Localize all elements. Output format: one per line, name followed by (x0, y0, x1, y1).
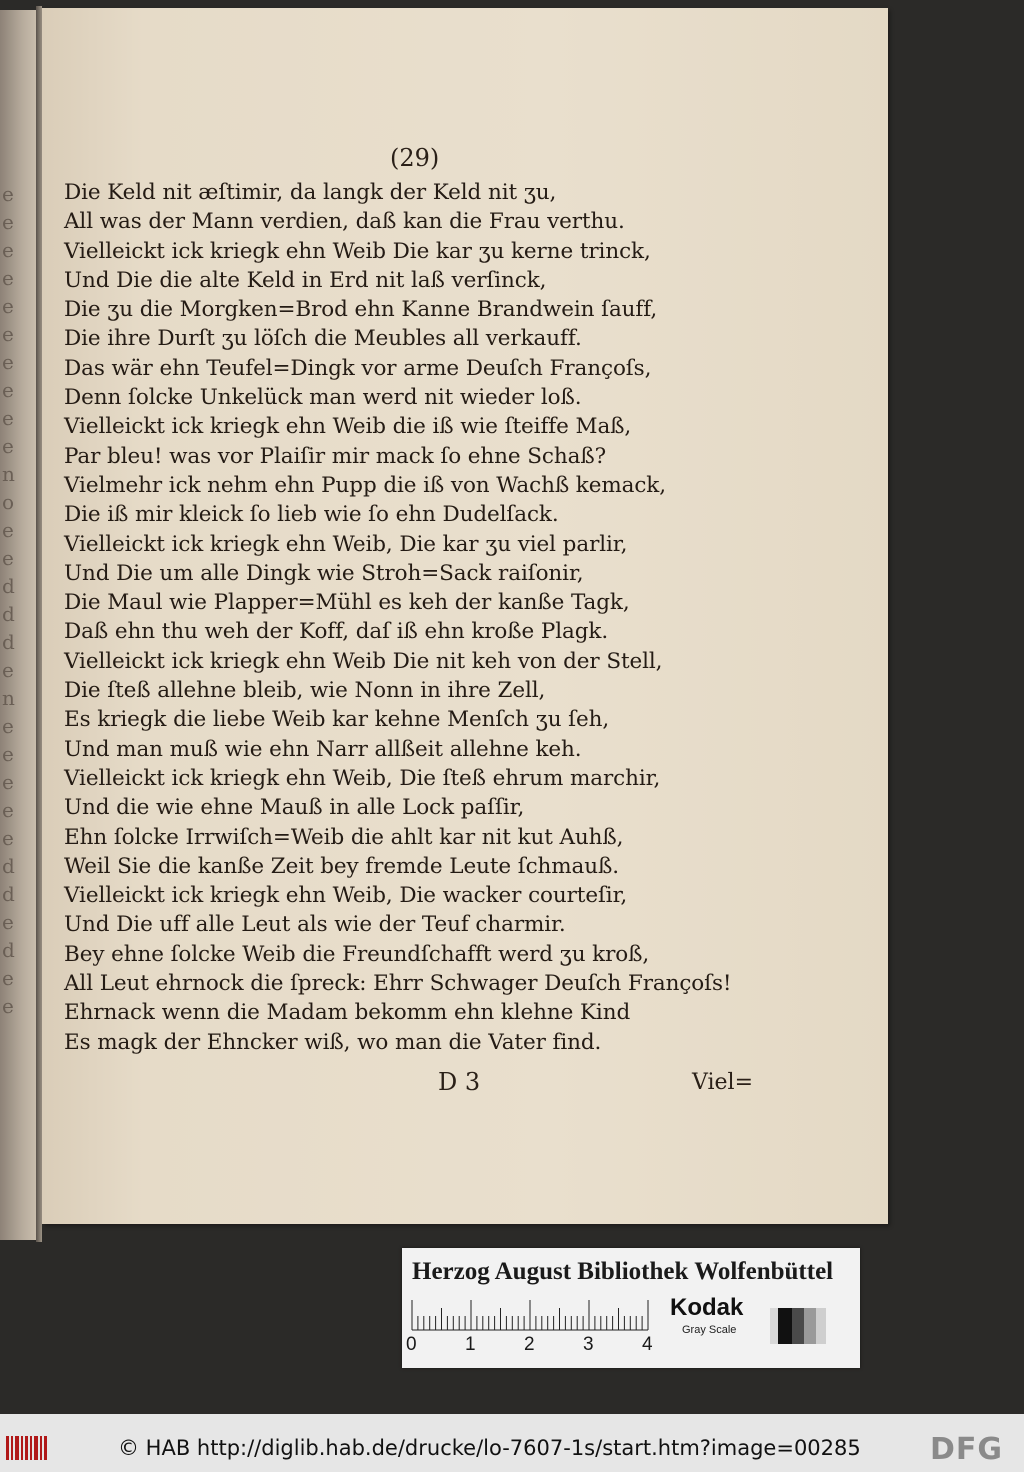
left-page-mark: n (2, 462, 15, 486)
gray-scale-label: Gray Scale (682, 1324, 737, 1336)
verse-line: Vielleickt ick kriegk ehn Weib, Die wacker courteſir, (64, 883, 628, 909)
left-page-mark: o (2, 490, 15, 514)
left-page-mark: n (2, 686, 15, 710)
barcode-icon (6, 1436, 48, 1460)
left-page-mark: e (2, 770, 14, 794)
verse-line: Und die wie ehne Mauß in alle Lock paſſir, (64, 795, 525, 821)
verse-line: Vielleickt ick kriegk ehn Weib Die nit keh von der Stell, (64, 648, 663, 674)
left-page-mark: e (2, 378, 14, 402)
ruler-scale (408, 1296, 658, 1336)
left-page-mark: e (2, 266, 14, 290)
verse-line: Vielleickt ick kriegk ehn Weib, Die kar ʒu viel parlir, (64, 531, 628, 557)
left-page-mark: d (2, 630, 15, 654)
left-page-edge (0, 10, 40, 1240)
left-page-mark: e (2, 714, 14, 738)
dfg-logo: DFG (930, 1432, 1004, 1467)
verse-block (64, 178, 884, 1057)
kodak-logo: Kodak (670, 1294, 744, 1321)
verse-line: Es magk der Ehncker wiß, wo man die Vater find. (64, 1029, 602, 1055)
left-page-mark: d (2, 882, 15, 906)
left-page-mark: d (2, 854, 15, 878)
verse-line: Und man muß wie ehn Narr allßeit allehne keh. (64, 736, 582, 762)
verse-line: All Leut ehrnock die ſpreck: Ehrr Schwager Deuſch Françoſs! (64, 971, 732, 997)
library-title: Herzog August Bibliothek Wolfenbüttel (412, 1258, 834, 1285)
verse-line: Par bleu! was vor Plaiſir mir mack ſo ehne Schaß? (64, 443, 607, 469)
left-page-mark: e (2, 322, 14, 346)
verse-line: Ehrnack wenn die Madam bekomm ehn klehne Kind (64, 1000, 631, 1026)
verse-line: Die Maul wie Plapper=Mühl es keh der kanße Tagk, (64, 590, 630, 616)
verse-line: Und Die um alle Dingk wie Stroh=Sack raiſonir, (64, 560, 584, 586)
left-page-mark: e (2, 406, 14, 430)
left-page-mark: e (2, 546, 14, 570)
left-page-mark: e (2, 182, 14, 206)
verse-line: Und Die die alte Keld in Erd nit laß verſinck, (64, 267, 547, 293)
verse-line: Vielleickt ick kriegk ehn Weib die iß wie ſteiffe Maß, (64, 414, 632, 440)
left-page-mark: e (2, 294, 14, 318)
verse-line: Die ihre Durſt ʒu löſch die Meubles all verkauff. (64, 326, 582, 352)
left-page-mark: e (2, 434, 14, 458)
verse-line: Denn ſolcke Unkelück man werd nit wieder loß. (64, 385, 582, 411)
book-page (42, 8, 888, 1224)
left-page-mark: e (2, 826, 14, 850)
left-page-mark: e (2, 798, 14, 822)
left-page-mark: d (2, 574, 15, 598)
footer-bar (0, 1414, 1024, 1472)
copyright-link[interactable]: © HAB http://diglib.hab.de/drucke/lo-7607-1s/start.htm?image=00285 (118, 1436, 861, 1460)
ruler-label: 1 (465, 1334, 476, 1355)
left-page-mark: e (2, 518, 14, 542)
color-target-card (402, 1248, 860, 1368)
verse-line: Die ſteß allehne bleib, wie Nonn in ihre Zell, (64, 678, 546, 704)
left-page-mark: e (2, 910, 14, 934)
ruler-label: 0 (406, 1334, 417, 1355)
verse-line: Ehn ſolcke Irrwiſch=Weib die ahlt kar nit kut Auhß, (64, 824, 624, 850)
left-page-mark: e (2, 966, 14, 990)
verse-line: Die Keld nit æſtimir, da langk der Keld nit ʒu, (64, 180, 557, 205)
ruler-label: 2 (524, 1334, 535, 1355)
verse-line: Vielleickt ick kriegk ehn Weib Die kar ʒu kerne trinck, (64, 238, 651, 264)
verse-line: Vielmehr ick nehm ehn Pupp die iß von Wachß kemack, (64, 472, 666, 498)
left-page-mark: e (2, 994, 14, 1018)
left-page-marks (2, 180, 28, 1020)
left-page-mark: d (2, 602, 15, 626)
left-page-mark: e (2, 210, 14, 234)
verse-line: Daß ehn thu weh der Koff, daſ iß ehn kroße Plagk. (64, 619, 609, 645)
left-page-mark: d (2, 938, 15, 962)
page-number: (29) (390, 144, 440, 172)
verse-line: Vielleickt ick kriegk ehn Weib, Die ſteß ehrum marchir, (64, 765, 661, 791)
verse-line: Und Die uff alle Leut als wie der Teuf charmir. (64, 912, 566, 938)
catchword: Viel= (692, 1070, 754, 1095)
verse-line: All was der Mann verdien, daß kan die Frau verthu. (64, 209, 625, 235)
verse-line: Die ʒu die Morgken=Brod ehn Kanne Brandwein ſauff, (64, 297, 658, 323)
verse-line: Das wär ehn Teufel=Dingk vor arme Deuſch Françoſs, (64, 355, 652, 381)
verse-line: Es kriegk die liebe Weib kar kehne Menſch ʒu ſeh, (64, 707, 610, 733)
verse-line: Die iß mir kleick ſo lieb wie ſo ehn Dudelſack. (64, 502, 559, 528)
ruler-label: 3 (583, 1334, 594, 1355)
left-page-mark: e (2, 742, 14, 766)
signature-mark: D 3 (438, 1068, 481, 1096)
verse-line: Weil Sie die kanße Zeit bey fremde Leute ſchmauß. (64, 853, 620, 879)
left-page-mark: e (2, 350, 14, 374)
ruler-label: 4 (642, 1334, 653, 1355)
gray-scale-patches (770, 1308, 826, 1344)
left-page-mark: e (2, 238, 14, 262)
left-page-mark: e (2, 658, 14, 682)
verse-line: Bey ehne ſolcke Weib die Freundſchafft werd ʒu kroß, (64, 941, 650, 967)
